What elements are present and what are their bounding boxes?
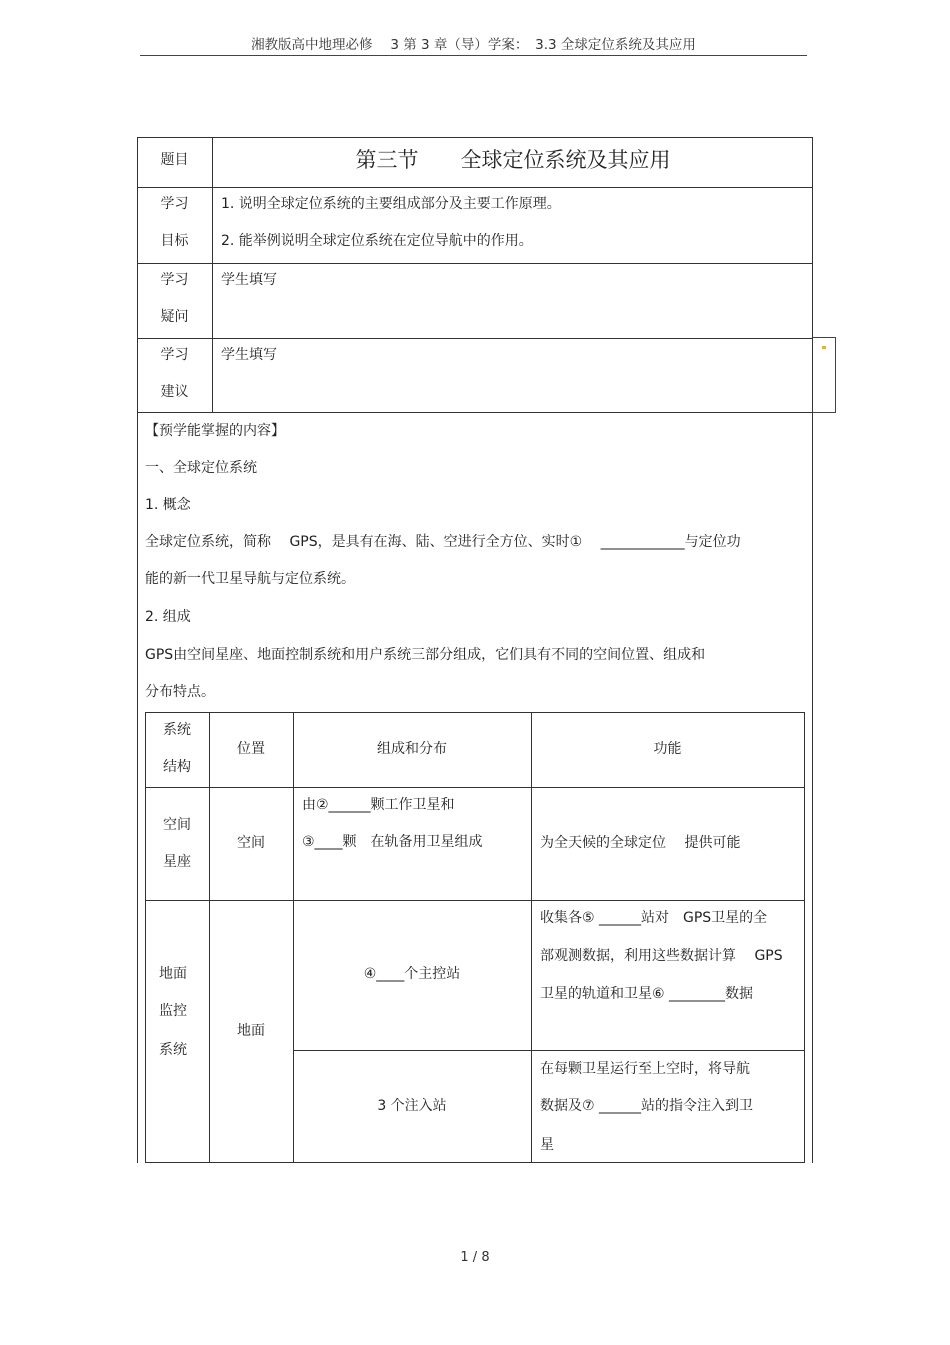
space-function: 为全天候的全球定位 提供可能 — [540, 835, 741, 851]
inner-table-col1 — [209, 712, 210, 1163]
page-header: 湘教版高中地理必修 3 第 3 章（导）学案： 3.3 全球定位系统及其应用 — [251, 37, 696, 53]
master-station-func-2: 部观测数据，利用这些数据计算 GPS — [540, 948, 783, 964]
side-mark — [822, 346, 826, 349]
question-label-1: 学习 — [160, 272, 189, 288]
space-name-a: 空间 — [163, 817, 191, 833]
ground-position: 地面 — [237, 1023, 265, 1039]
inner-table-right — [804, 712, 805, 1163]
space-comp-line-2: ③____颗 在轨备用卫星组成 — [302, 834, 483, 850]
inner-table-bottom — [145, 1162, 805, 1163]
master-station-func-3: 卫星的轨道和卫星⑥ ________数据 — [540, 986, 754, 1002]
col-header-system-a: 系统 — [163, 722, 191, 738]
col-header-position: 位置 — [237, 741, 265, 757]
heading-1: 一、全球定位系统 — [145, 460, 257, 476]
paragraph-1-line-2: 能的新一代卫星导航与定位系统。 — [145, 571, 355, 587]
page-footer: 1 / 8 — [460, 1250, 490, 1265]
inner-table-header-bottom — [145, 787, 805, 788]
goal-item-2: 2. 能举例说明全球定位系统在定位导航中的作用。 — [221, 233, 533, 249]
section-head: 【预学能掌握的内容】 — [145, 423, 285, 439]
space-name-b: 星座 — [163, 854, 191, 870]
injection-station-comp: 3 个注入站 — [377, 1098, 447, 1114]
col-header-composition: 组成和分布 — [377, 741, 447, 757]
inner-table-top — [145, 712, 805, 713]
suggest-label-1: 学习 — [160, 347, 189, 363]
goal-label-2: 目标 — [160, 233, 189, 249]
heading-1-2: 2. 组成 — [145, 609, 191, 625]
paragraph-1-line-1: 全球定位系统，简称 GPS，是具有在海、陆、空进行全方位、实时① ____________与定位功 — [145, 534, 741, 550]
header-rule — [140, 55, 807, 56]
suggest-label-2: 建议 — [160, 384, 189, 400]
heading-1-1: 1. 概念 — [145, 497, 191, 513]
ground-name-a: 地面 — [159, 966, 187, 982]
injection-station-func-2: 数据及⑦ ______站的指令注入到卫 — [540, 1098, 754, 1114]
injection-station-func-3: 星 — [540, 1137, 554, 1153]
col-header-system-b: 结构 — [163, 759, 191, 775]
goal-item-1: 1. 说明全球定位系统的主要组成部分及主要工作原理。 — [221, 196, 561, 212]
master-station-comp: ④____个主控站 — [363, 966, 461, 982]
col-header-function: 功能 — [653, 741, 682, 757]
paragraph-2-line-2: 分布特点。 — [145, 684, 215, 700]
space-position: 空间 — [237, 835, 265, 851]
goal-label-1: 学习 — [160, 196, 189, 212]
paragraph-2-line-1: GPS由空间星座、地面控制系统和用户系统三部分组成，它们具有不同的空间位置、组成和 — [145, 647, 706, 663]
ground-name-c: 系统 — [159, 1042, 187, 1058]
top-table-vdivider — [212, 137, 213, 412]
master-station-func-1: 收集各⑤ ______站对 GPS卫星的全 — [540, 910, 768, 926]
ground-name-b: 监控 — [159, 1003, 187, 1019]
injection-station-func-1: 在每颗卫星运行至上空时，将导航 — [540, 1061, 750, 1077]
space-comp-line-1: 由②______颗工作卫星和 — [302, 797, 455, 813]
suggest-value: 学生填写 — [221, 347, 277, 363]
question-value: 学生填写 — [221, 272, 277, 288]
page-title: 第三节 全球定位系统及其应用 — [355, 148, 671, 172]
inner-table-col3 — [531, 712, 532, 1163]
title-label: 题目 — [160, 152, 189, 168]
question-label-2: 疑问 — [160, 309, 189, 325]
